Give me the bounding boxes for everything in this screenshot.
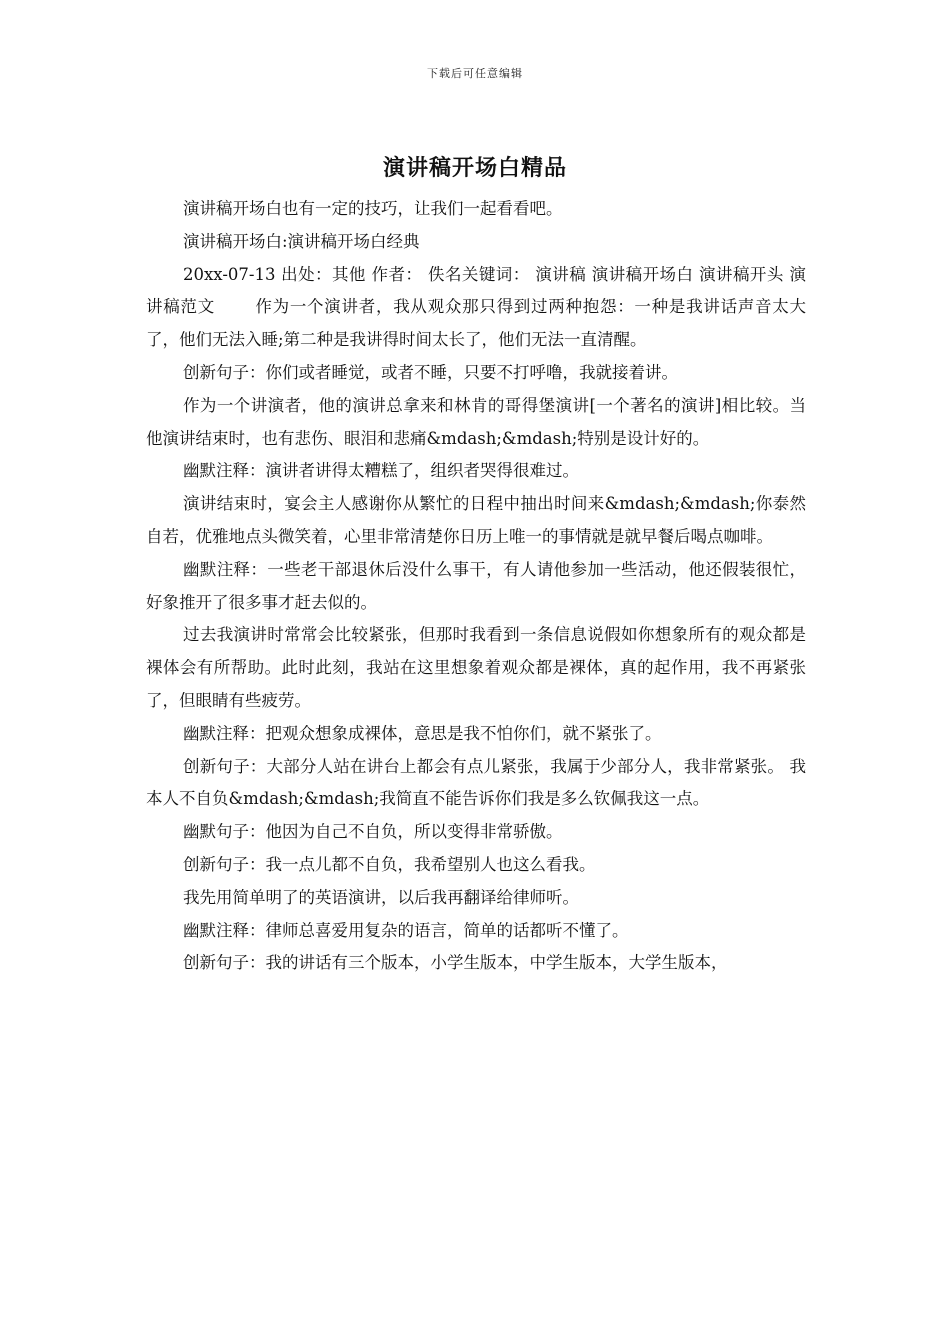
paragraph: 过去我演讲时常常会比较紧张，但那时我看到一条信息说假如你想象所有的观众都是裸体会有所帮助。此时此刻，我站在这里想象着观众都是裸体，真的起作用，我不再紧张了，但眼睛有些疲劳。 (146, 625, 806, 710)
paragraph: 幽默注释：一些老干部退休后没什么事干，有人请他参加一些活动，他还假装很忙，好象推开了很多事才赶去似的。 (146, 559, 806, 612)
paragraph: 演讲稿开场白:演讲稿开场白经典 (183, 231, 420, 251)
paragraph: 我先用简单明了的英语演讲，以后我再翻译给律师听。 (183, 887, 579, 907)
paragraph: 幽默注释：律师总喜爱用复杂的语言，简单的话都听不懂了。 (183, 920, 629, 940)
paragraph: 创新句子：大部分人站在讲台上都会有点儿紧张，我属于少部分人，我非常紧张。 我本人不自负&mdash;&mdash;我简直不能告诉你们我是多么钦佩我这一点。 (146, 756, 806, 809)
paragraph: 创新句子：你们或者睡觉，或者不睡，只要不打呼噜，我就接着讲。 (183, 362, 678, 382)
paragraph: 幽默句子：他因为自己不自负，所以变得非常骄傲。 (183, 822, 563, 842)
paragraph: 演讲结束时，宴会主人感谢你从繁忙的日程中抽出时间来&mdash;&mdash;你泰然自若，优雅地点头微笑着，心里非常清楚你日历上唯一的事情就是就早餐后喝点咖啡。 (146, 494, 806, 546)
paragraph: 幽默注释：把观众想象成裸体，意思是我不怕你们，就不紧张了。 (183, 723, 662, 743)
paragraph: 创新句子：我一点儿都不自负，我希望别人也这么看我。 (183, 854, 596, 874)
page-title: 演讲稿开场白精品 (382, 156, 567, 181)
paragraph: 幽默注释：演讲者讲得太糟糕了，组织者哭得很难过。 (183, 461, 579, 481)
header-note: 下载后可任意编辑 (427, 67, 523, 80)
paragraph: 作为一个讲演者，他的演讲总拿来和林肯的哥得堡演讲[一个著名的演讲]相比较。当他演讲结束时，也有悲伤、眼泪和悲痛&mdash;&mdash;特别是设计好的。 (146, 395, 806, 448)
paragraph: 演讲稿开场白也有一定的技巧，让我们一起看看吧。 (183, 199, 563, 218)
paragraph: 创新句子：我的讲话有三个版本，小学生版本，中学生版本，大学生版本， (183, 953, 728, 973)
document-body (146, 193, 806, 980)
paragraph: 20xx-07-13 出处：其他 作者： 佚名关键词： 演讲稿 演讲稿开场白 演讲稿开头 演讲稿范文 作为一个演讲者，我从观众那只得到过两种抱怨：一种是我讲话声音太大了，他们无法入睡;第二种是我讲得时间太长了，他们无法一直清醒。 (146, 264, 806, 350)
